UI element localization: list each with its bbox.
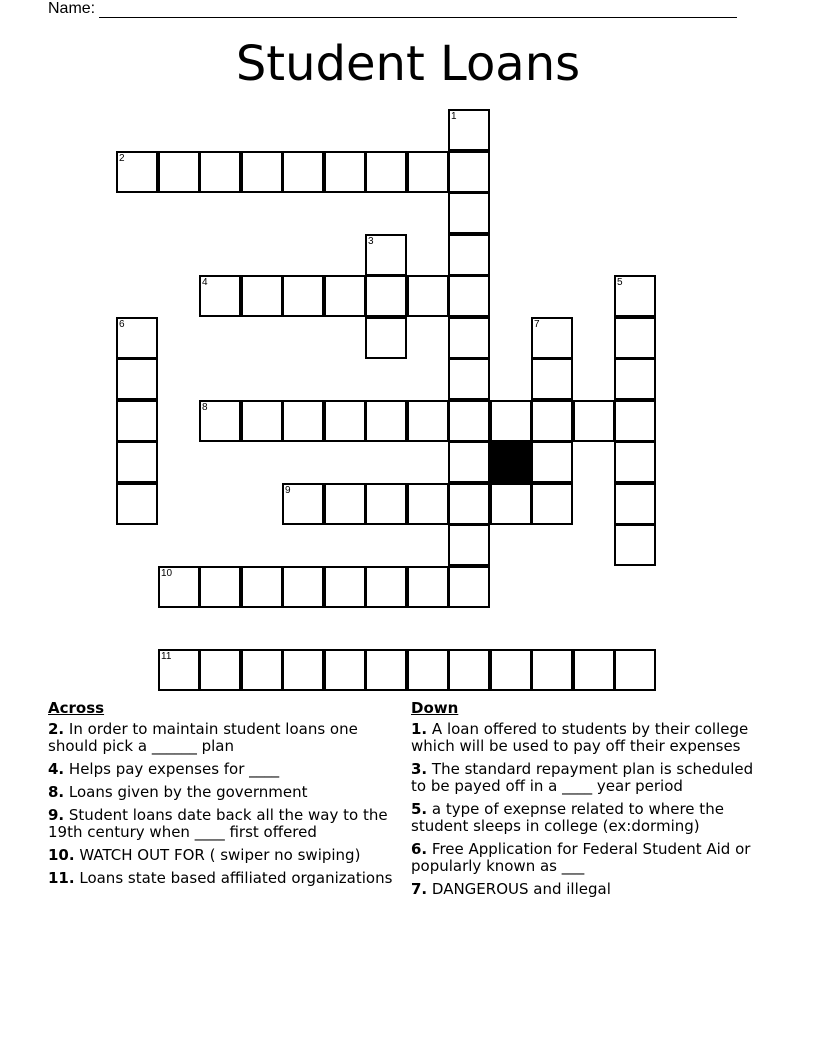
grid-cell[interactable] [116,317,158,359]
grid-cell[interactable] [116,151,158,193]
grid-cell[interactable] [448,524,490,566]
grid-cell[interactable] [324,151,366,193]
grid-cell[interactable] [241,566,283,608]
grid-cell[interactable] [614,400,656,442]
down-heading: Down [411,699,459,717]
grid-cell[interactable] [324,566,366,608]
clue-number: 6 [119,319,125,330]
grid-cell[interactable] [199,566,241,608]
across-clue [48,807,398,841]
grid-cell[interactable] [531,649,573,691]
grid-cell[interactable] [365,317,407,359]
grid-cell[interactable] [365,566,407,608]
grid-cell[interactable] [531,317,573,359]
black-cell [490,441,532,483]
grid-cell[interactable] [573,400,615,442]
grid-cell[interactable] [158,566,200,608]
grid-cell[interactable] [490,483,532,525]
clue-num: 3. [411,760,428,778]
grid-cell[interactable] [448,151,490,193]
grid-cell[interactable] [324,400,366,442]
grid-cell[interactable] [158,649,200,691]
clue-number: 8 [202,402,208,413]
clue-number: 7 [534,319,540,330]
grid-cell[interactable] [365,400,407,442]
grid-cell[interactable] [365,151,407,193]
clue-num: 5. [411,800,428,818]
clue-text: DANGEROUS and illegal [427,880,611,898]
down-clue [411,801,761,835]
grid-cell[interactable] [448,566,490,608]
grid-cell[interactable] [199,275,241,317]
clue-num: 4. [48,760,65,778]
grid-cell[interactable] [407,566,449,608]
grid-cell[interactable] [614,649,656,691]
clue-number: 11 [161,651,172,662]
down-clue [411,881,761,898]
clue-number: 4 [202,277,208,288]
grid-cell[interactable] [116,358,158,400]
grid-cell[interactable] [199,649,241,691]
clue-number: 1 [451,111,457,122]
across-clue [48,761,398,778]
grid-cell[interactable] [573,649,615,691]
grid-cell[interactable] [407,483,449,525]
across-clue [48,784,398,801]
clue-number: 3 [368,236,374,247]
grid-cell[interactable] [324,649,366,691]
grid-cell[interactable] [614,524,656,566]
grid-cell[interactable] [365,234,407,276]
grid-cell[interactable] [448,400,490,442]
clue-num: 7. [411,880,428,898]
grid-cell[interactable] [448,109,490,151]
grid-cell[interactable] [490,400,532,442]
across-clue-list [48,721,398,887]
grid-cell[interactable] [614,441,656,483]
grid-cell[interactable] [365,483,407,525]
grid-cell[interactable] [531,441,573,483]
down-clues [411,700,761,904]
grid-cell[interactable] [407,275,449,317]
across-clue [48,847,398,864]
grid-cell[interactable] [448,441,490,483]
grid-cell[interactable] [241,151,283,193]
grid-cell[interactable] [448,358,490,400]
grid-cell[interactable] [448,234,490,276]
clue-text: Student loans date back all the way to the 19th century when ____ first offered [48,806,388,841]
across-heading: Across [48,699,105,717]
across-clue [48,870,398,887]
grid-cell[interactable] [282,400,324,442]
grid-cell[interactable] [158,151,200,193]
grid-cell[interactable] [116,441,158,483]
grid-cell[interactable] [614,358,656,400]
clue-text: a type of exepnse related to where the student sleeps in college (ex:dorming) [411,800,724,835]
grid-cell[interactable] [282,649,324,691]
grid-cell[interactable] [407,400,449,442]
grid-cell[interactable] [448,317,490,359]
grid-cell[interactable] [448,483,490,525]
down-clue [411,721,761,755]
clue-num: 8. [48,783,65,801]
clue-number: 10 [161,568,173,579]
grid-cell[interactable] [531,358,573,400]
clue-text: WATCH OUT FOR ( swiper no swiping) [74,846,361,864]
down-clue [411,761,761,795]
grid-cell[interactable] [490,649,532,691]
grid-cell[interactable] [199,151,241,193]
grid-cell[interactable] [531,483,573,525]
across-clues [48,700,398,893]
clue-num: 2. [48,720,65,738]
grid-cell[interactable] [407,151,449,193]
grid-cell[interactable] [241,275,283,317]
grid-cell[interactable] [282,275,324,317]
grid-cell[interactable] [241,649,283,691]
clue-num: 1. [411,720,428,738]
grid-cell[interactable] [324,275,366,317]
clue-text: Loans given by the government [64,783,308,801]
clue-num: 6. [411,840,428,858]
grid-cell[interactable] [282,483,324,525]
clue-num: 11. [48,869,75,887]
clue-text: A loan offered to students by their college which will be used to pay off their expenses [411,720,749,755]
clue-text: The standard repayment plan is scheduled to be payed off in a ____ year period [411,760,754,795]
grid-cell[interactable] [448,192,490,234]
grid-cell[interactable] [448,275,490,317]
clue-number: 9 [285,485,291,496]
grid-cell[interactable] [365,649,407,691]
name-label: Name: [48,0,96,17]
grid-cell[interactable] [199,400,241,442]
grid-cell[interactable] [241,400,283,442]
grid-cell[interactable] [324,483,366,525]
puzzle-title: Student Loans [235,36,581,92]
clue-num: 9. [48,806,65,824]
grid-cell[interactable] [531,400,573,442]
clue-text: Free Application for Federal Student Aid or popularly known as ___ [411,840,751,875]
clue-text: In order to maintain student loans one should pick a ______ plan [48,720,358,755]
grid-cell[interactable] [282,151,324,193]
grid-cell[interactable] [116,400,158,442]
grid-cell[interactable] [614,483,656,525]
grid-cell[interactable] [282,566,324,608]
grid-cell[interactable] [116,483,158,525]
grid-cell[interactable] [448,649,490,691]
clue-number: 5 [617,277,623,288]
grid-cell[interactable] [614,317,656,359]
clue-text: Helps pay expenses for ____ [64,760,280,778]
down-clue [411,841,761,875]
clue-number: 2 [119,153,125,164]
down-clue-list [411,721,761,898]
grid-cell[interactable] [407,649,449,691]
grid-cell[interactable] [614,275,656,317]
clue-num: 10. [48,846,75,864]
across-clue [48,721,398,755]
clue-text: Loans state based affiliated organizations [74,869,393,887]
grid-cell[interactable] [365,275,407,317]
